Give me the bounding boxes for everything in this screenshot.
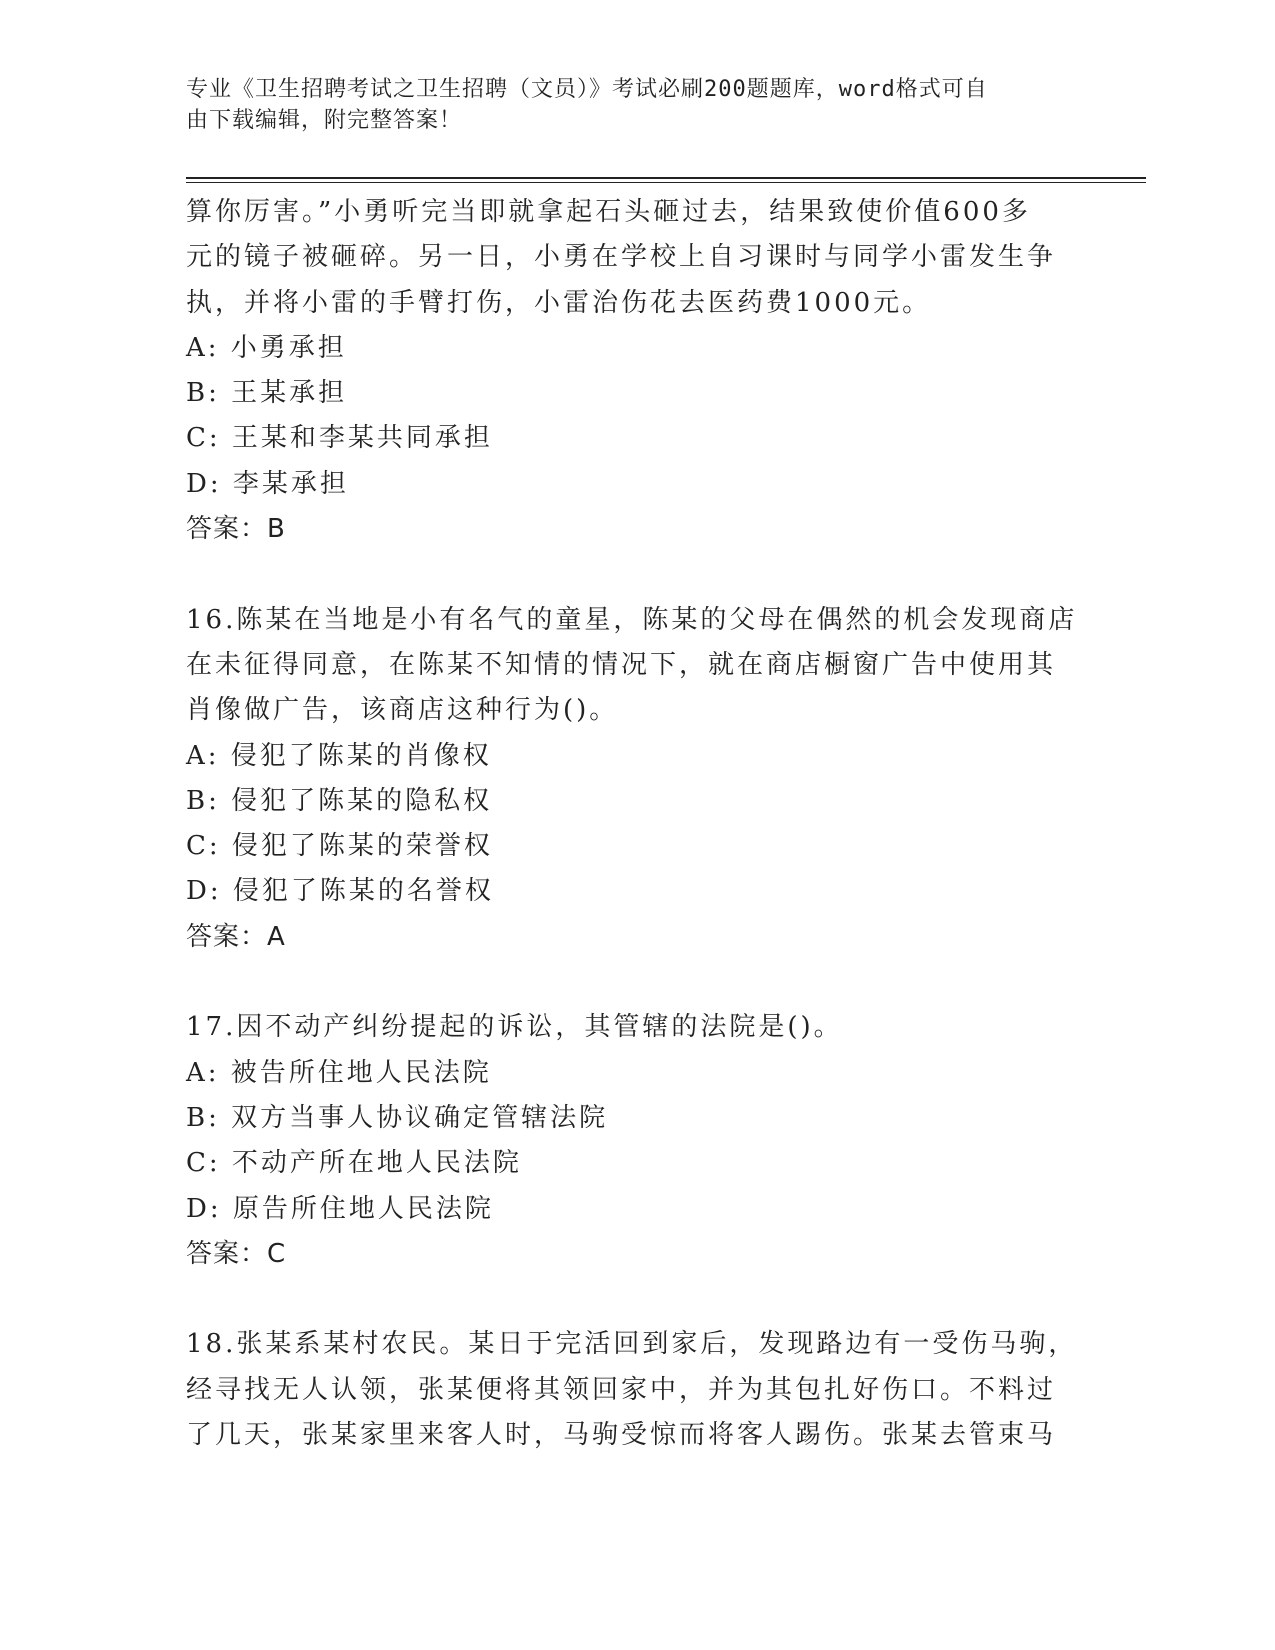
- option-d: D: 原告所住地人民法院: [186, 1193, 494, 1224]
- option-c: C: 王某和李某共同承担: [186, 423, 493, 454]
- option-a: A: 被告所住地人民法院: [186, 1057, 492, 1088]
- option-b: B: 双方当事人协议确定管辖法院: [186, 1102, 609, 1133]
- question-text-line: 16.陈某在当地是小有名气的童星，陈某的父母在偶然的机会发现商店: [186, 604, 1078, 635]
- question-text-line: 经寻找无人认领，张某便将其领回家中，并为其包扎好伤口。不料过: [186, 1374, 1057, 1405]
- question-text-line: 18.张某系某村农民。某日于完活回到家后，发现路边有一受伤马驹，: [186, 1329, 1078, 1360]
- question-text-line: 执，并将小雷的手臂打伤，小雷治伤花去医药费1000元。: [186, 287, 932, 318]
- question-content: [186, 190, 1086, 1458]
- option-b: B: 侵犯了陈某的隐私权: [186, 785, 493, 816]
- question-block-18: [186, 1322, 1086, 1458]
- answer-line: 答案：C: [186, 1238, 287, 1269]
- question-text-line: 17.因不动产纠纷提起的诉讼，其管辖的法院是()。: [186, 1012, 843, 1043]
- option-c: C: 不动产所在地人民法院: [186, 1148, 522, 1179]
- question-text-line: 元的镜子被砸碎。另一日，小勇在学校上自习课时与同学小雷发生争: [186, 242, 1057, 273]
- answer-line: 答案：A: [186, 921, 286, 952]
- header-rule-thin: [186, 182, 1146, 183]
- answer-line: 答案：B: [186, 514, 286, 545]
- block-spacer: [186, 552, 1086, 597]
- question-block-15: [186, 190, 1086, 552]
- option-a: A: 侵犯了陈某的肖像权: [186, 740, 492, 771]
- option-c: C: 侵犯了陈某的荣誉权: [186, 831, 493, 862]
- header-line-1: 专业《卫生招聘考试之卫生招聘（文员）》考试必刷200题题库，word格式可自: [186, 77, 988, 102]
- header-line-2: 由下载编辑，附完整答案！: [186, 108, 463, 133]
- question-block-16: [186, 598, 1086, 960]
- option-d: D: 李某承担: [186, 468, 349, 499]
- question-text-line: 肖像做广告，该商店这种行为()。: [186, 695, 619, 726]
- question-block-17: [186, 1005, 1086, 1277]
- option-d: D: 侵犯了陈某的名誉权: [186, 876, 494, 907]
- block-spacer: [186, 960, 1086, 1005]
- question-text-line: 在未征得同意，在陈某不知情的情况下，就在商店橱窗广告中使用其: [186, 649, 1057, 680]
- option-a: A: 小勇承担: [186, 332, 347, 363]
- question-text-line: 算你厉害。”小勇听完当即就拿起石头砸过去，结果致使价值600多: [186, 197, 1031, 227]
- option-b: B: 王某承担: [186, 378, 348, 409]
- page-header: [186, 74, 1066, 136]
- question-text-line: 了几天，张某家里来客人时，马驹受惊而将客人踢伤。张某去管束马: [186, 1420, 1057, 1451]
- block-spacer: [186, 1277, 1086, 1322]
- header-rule-thick: [186, 177, 1146, 179]
